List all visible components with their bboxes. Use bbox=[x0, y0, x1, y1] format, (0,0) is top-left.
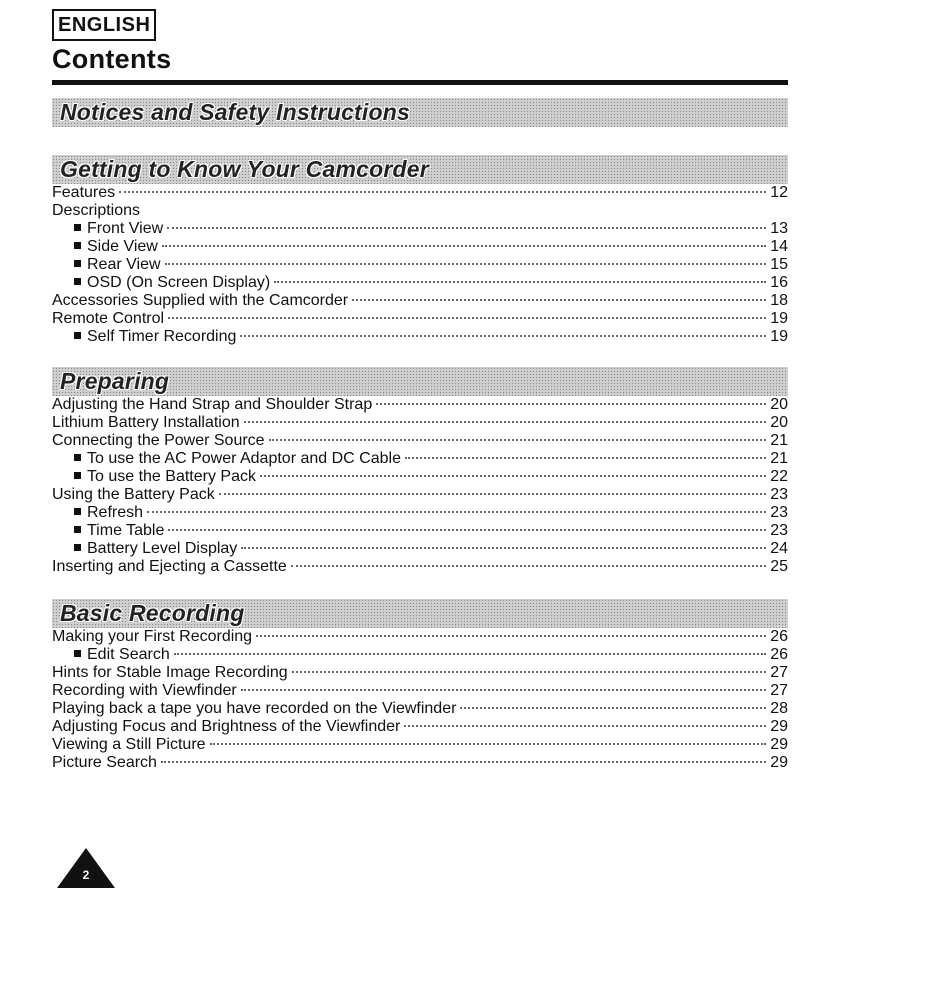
dot-leader bbox=[260, 475, 766, 477]
toc-entry[interactable] bbox=[52, 468, 788, 486]
entry-list bbox=[52, 396, 788, 576]
toc-entry-page: 29 bbox=[770, 736, 788, 753]
square-bullet-icon bbox=[74, 278, 81, 285]
dot-leader bbox=[405, 457, 766, 459]
toc-entry-label: Using the Battery Pack bbox=[52, 486, 215, 503]
toc-entry[interactable] bbox=[52, 700, 788, 718]
toc-entry[interactable] bbox=[52, 718, 788, 736]
toc-entry-label: Descriptions bbox=[52, 202, 141, 219]
dot-leader bbox=[256, 635, 766, 637]
dot-leader bbox=[162, 245, 766, 247]
toc-entry-label: Playing back a tape you have recorded on the Viewfinder bbox=[52, 700, 457, 717]
toc-entry-label: Front View bbox=[87, 220, 164, 237]
dot-leader bbox=[269, 439, 766, 441]
toc-entry-label: Connecting the Power Source bbox=[52, 432, 265, 449]
toc-entry-page: 16 bbox=[770, 274, 788, 291]
toc-entry-label: Viewing a Still Picture bbox=[52, 736, 206, 753]
toc-entry-page: 23 bbox=[770, 504, 788, 521]
square-bullet-icon bbox=[74, 526, 81, 533]
toc-entry[interactable] bbox=[52, 450, 788, 468]
toc-entry-label: Refresh bbox=[87, 504, 144, 521]
dot-leader bbox=[292, 671, 766, 673]
dot-leader bbox=[241, 547, 766, 549]
toc-entry-label: Hints for Stable Image Recording bbox=[52, 664, 288, 681]
toc-entry[interactable] bbox=[52, 396, 788, 414]
dot-leader bbox=[161, 761, 766, 763]
toc-entry-page: 24 bbox=[770, 540, 788, 557]
toc-entry-page: 12 bbox=[770, 184, 788, 201]
toc-entry-label: Adjusting the Hand Strap and Shoulder Strap bbox=[52, 396, 373, 413]
toc-entry-page: 26 bbox=[770, 628, 788, 645]
toc-entry-page: 29 bbox=[770, 754, 788, 771]
toc-entry-page: 21 bbox=[770, 432, 788, 449]
toc-entry[interactable] bbox=[52, 432, 788, 450]
square-bullet-icon bbox=[74, 650, 81, 657]
section-heading: Notices and Safety Instructions bbox=[60, 99, 410, 125]
dot-leader bbox=[165, 263, 766, 265]
toc-entry-label: Time Table bbox=[87, 522, 165, 539]
square-bullet-icon bbox=[74, 454, 81, 461]
dot-leader bbox=[352, 299, 766, 301]
toc-entry-page: 27 bbox=[770, 664, 788, 681]
toc-entry-page: 23 bbox=[770, 522, 788, 539]
toc-entry-page: 28 bbox=[770, 700, 788, 717]
entry-list bbox=[52, 628, 788, 772]
toc-entry[interactable] bbox=[52, 292, 788, 310]
toc-entry-page: 15 bbox=[770, 256, 788, 273]
toc-entry-page: 14 bbox=[770, 238, 788, 255]
square-bullet-icon bbox=[74, 332, 81, 339]
toc-entry[interactable] bbox=[52, 274, 788, 292]
toc-entry-page: 25 bbox=[770, 558, 788, 575]
toc-entry-label: Picture Search bbox=[52, 754, 157, 771]
toc-entry[interactable] bbox=[52, 540, 788, 558]
square-bullet-icon bbox=[74, 544, 81, 551]
toc-entry[interactable] bbox=[52, 184, 788, 202]
toc-entry-page: 29 bbox=[770, 718, 788, 735]
toc-entry-label: Inserting and Ejecting a Cassette bbox=[52, 558, 287, 575]
page-number: 2 bbox=[82, 868, 90, 882]
square-bullet-icon bbox=[74, 472, 81, 479]
toc-entry-page: 27 bbox=[770, 682, 788, 699]
dot-leader bbox=[168, 529, 766, 531]
toc-entry[interactable] bbox=[52, 256, 788, 274]
dot-leader bbox=[240, 335, 766, 337]
toc-entry[interactable] bbox=[52, 486, 788, 504]
page-title: Contents bbox=[52, 44, 172, 74]
toc-entry[interactable] bbox=[52, 202, 788, 220]
dot-leader bbox=[147, 511, 766, 513]
contents-section bbox=[52, 599, 788, 772]
toc-entry[interactable] bbox=[52, 414, 788, 432]
toc-entry[interactable] bbox=[52, 628, 788, 646]
toc-entry-label: Making your First Recording bbox=[52, 628, 253, 645]
square-bullet-icon bbox=[74, 242, 81, 249]
toc-entry[interactable] bbox=[52, 754, 788, 772]
dot-leader bbox=[244, 421, 766, 423]
toc-entry-page: 21 bbox=[770, 450, 788, 467]
toc-entry[interactable] bbox=[52, 328, 788, 346]
dot-leader bbox=[219, 493, 766, 495]
toc-entry-label: Rear View bbox=[87, 256, 161, 273]
toc-entry-label: To use the AC Power Adaptor and DC Cable bbox=[87, 450, 401, 467]
language-label: ENGLISH bbox=[52, 9, 156, 41]
toc-entry-label: Self Timer Recording bbox=[87, 328, 237, 345]
toc-entry-label: OSD (On Screen Display) bbox=[87, 274, 271, 291]
toc-entry-page: 19 bbox=[770, 328, 788, 345]
toc-entry[interactable] bbox=[52, 220, 788, 238]
section-heading: Getting to Know Your Camcorder bbox=[60, 156, 429, 182]
toc-entry[interactable] bbox=[52, 558, 788, 576]
dot-leader bbox=[241, 689, 766, 691]
toc-entry-label: Edit Search bbox=[87, 646, 170, 663]
section-heading: Basic Recording bbox=[60, 600, 245, 626]
toc-entry-label: Recording with Viewfinder bbox=[52, 682, 237, 699]
section-heading: Preparing bbox=[60, 368, 170, 394]
toc-entry[interactable] bbox=[52, 682, 788, 700]
page-number-marker bbox=[57, 848, 115, 888]
toc-entry-page: 26 bbox=[770, 646, 788, 663]
square-bullet-icon bbox=[74, 508, 81, 515]
contents-section bbox=[52, 155, 788, 346]
toc-entry-label: Accessories Supplied with the Camcorder bbox=[52, 292, 349, 309]
square-bullet-icon bbox=[74, 224, 81, 231]
toc-entry[interactable] bbox=[52, 664, 788, 682]
contents-section bbox=[52, 367, 788, 576]
dot-leader bbox=[376, 403, 766, 405]
toc-entry-page: 13 bbox=[770, 220, 788, 237]
toc-entry[interactable] bbox=[52, 522, 788, 540]
dot-leader bbox=[460, 707, 766, 709]
title-divider bbox=[52, 80, 788, 85]
toc-entry-page: 23 bbox=[770, 486, 788, 503]
toc-entry-label: Remote Control bbox=[52, 310, 165, 327]
toc-entry-label: Side View bbox=[87, 238, 158, 255]
toc-entry-page: 20 bbox=[770, 414, 788, 431]
section-heading-banner bbox=[52, 98, 788, 127]
dot-leader bbox=[274, 281, 766, 283]
toc-entry[interactable] bbox=[52, 736, 788, 754]
toc-entry-label: Features bbox=[52, 184, 116, 201]
toc-entry-page: 18 bbox=[770, 292, 788, 309]
toc-entry-label: Battery Level Display bbox=[87, 540, 238, 557]
section-heading-banner bbox=[52, 367, 788, 396]
section-heading-banner bbox=[52, 599, 788, 628]
dot-leader bbox=[168, 317, 766, 319]
toc-entry[interactable] bbox=[52, 504, 788, 522]
contents-section bbox=[52, 98, 788, 127]
entry-list bbox=[52, 184, 788, 346]
dot-leader bbox=[174, 653, 766, 655]
toc-entry-label: To use the Battery Pack bbox=[87, 468, 256, 485]
toc-entry-label: Lithium Battery Installation bbox=[52, 414, 240, 431]
toc-entry-page: 20 bbox=[770, 396, 788, 413]
toc-entry[interactable] bbox=[52, 310, 788, 328]
dot-leader bbox=[210, 743, 766, 745]
toc-entry[interactable] bbox=[52, 646, 788, 664]
toc-entry-label: Adjusting Focus and Brightness of the Viewfinder bbox=[52, 718, 401, 735]
dot-leader bbox=[291, 565, 766, 567]
section-heading-banner bbox=[52, 155, 788, 184]
dot-leader bbox=[404, 725, 766, 727]
toc-entry[interactable] bbox=[52, 238, 788, 256]
dot-leader bbox=[119, 191, 766, 193]
toc-entry-page: 19 bbox=[770, 310, 788, 327]
square-bullet-icon bbox=[74, 260, 81, 267]
dot-leader bbox=[167, 227, 766, 229]
toc-entry-page: 22 bbox=[770, 468, 788, 485]
